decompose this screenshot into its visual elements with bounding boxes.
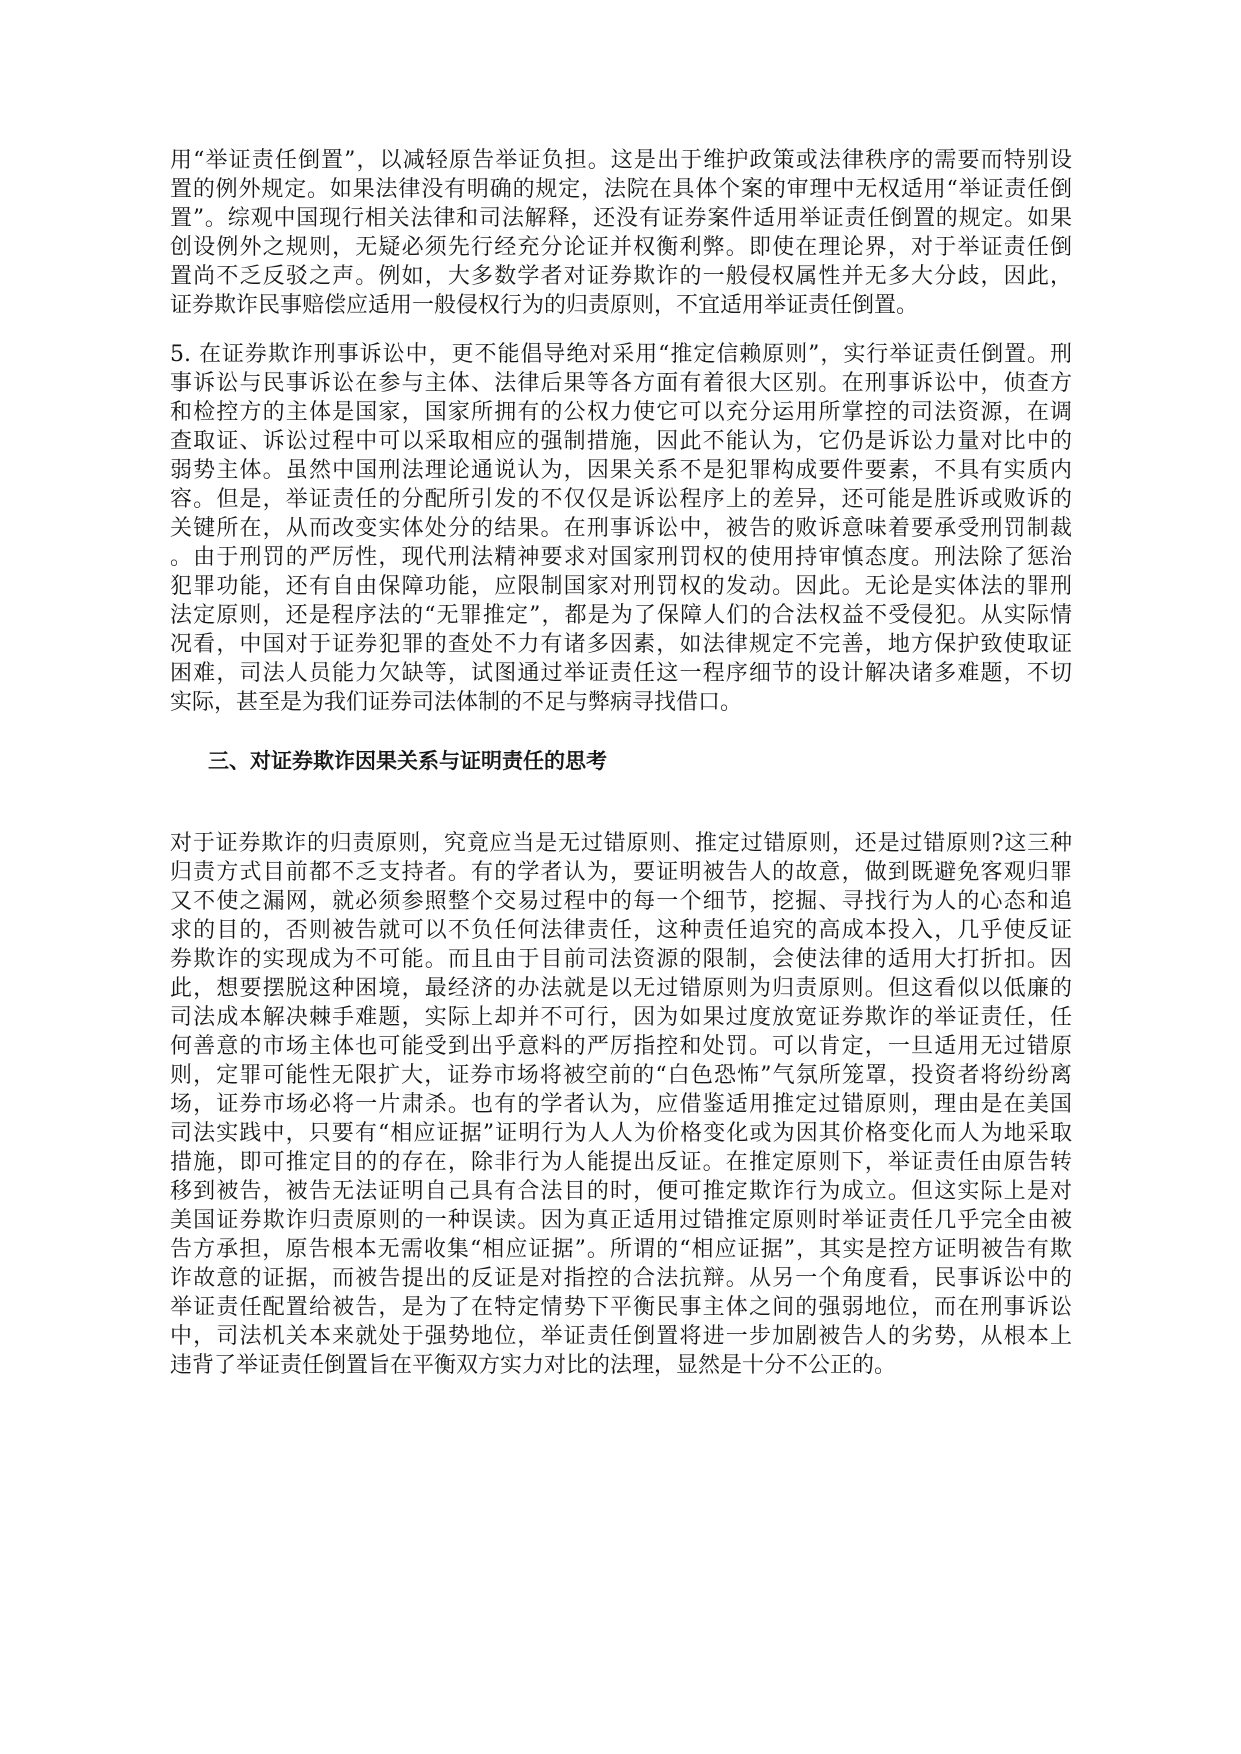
section-heading — [170, 746, 1072, 775]
paragraph-line: 司法成本解决棘手难题，实际上却并不可行，因为如果过度放宽证券欺诈的举证责任，任 — [170, 1005, 1072, 1030]
paragraph-line: 举证责任配置给被告，是为了在特定情势下平衡民事主体之间的强弱地位，而在刑事诉讼 — [170, 1295, 1072, 1320]
paragraph-line: 告方承担，原告根本无需收集“相应证据”。所谓的“相应证据”，其实是控方证明被告有欺 — [170, 1237, 1072, 1262]
paragraph-1 — [170, 146, 1072, 320]
paragraph-line: 置尚不乏反驳之声。例如，大多数学者对证券欺诈的一般侵权属性并无多大分歧，因此， — [170, 264, 1072, 289]
paragraph-line: 关键所在，从而改变实体处分的结果。在刑事诉讼中，被告的败诉意味着要承受刑罚制裁 — [170, 516, 1072, 541]
paragraph-line: 置的例外规定。如果法律没有明确的规定，法院在具体个案的审理中无权适用“举证责任倒 — [170, 177, 1072, 202]
paragraph-line: 司法实践中，只要有“相应证据”证明行为人人为价格变化或为因其价格变化而人为地采取 — [170, 1121, 1072, 1146]
paragraph-line: 对于证券欺诈的归责原则，究竟应当是无过错原则、推定过错原则，还是过错原则?这三种 — [170, 831, 1072, 856]
paragraph-line: 况看，中国对于证券犯罪的查处不力有诸多因素，如法律规定不完善，地方保护致使取证 — [170, 632, 1072, 657]
paragraph-line: 。由于刑罚的严厉性，现代刑法精神要求对国家刑罚权的使用持审慎态度。刑法除了惩治 — [170, 545, 1072, 570]
paragraph-line: 弱势主体。虽然中国刑法理论通说认为，因果关系不是犯罪构成要件要素，不具有实质内 — [170, 458, 1072, 483]
paragraph-line: 移到被告，被告无法证明自己具有合法目的时，便可推定欺诈行为成立。但这实际上是对 — [170, 1179, 1072, 1204]
paragraph-line: 违背了举证责任倒置旨在平衡双方实力对比的法理，显然是十分不公正的。 — [170, 1353, 897, 1378]
paragraph-line: 5. 在证券欺诈刑事诉讼中，更不能倡导绝对采用“推定信赖原则”，实行举证责任倒置。刑 — [170, 342, 1072, 367]
paragraph-line: 场，证券市场必将一片肃杀。也有的学者认为，应借鉴适用推定过错原则，理由是在美国 — [170, 1092, 1072, 1117]
paragraph-line: 措施，即可推定目的的存在，除非行为人能提出反证。在推定原则下，举证责任由原告转 — [170, 1150, 1072, 1175]
paragraph-line: 容。但是，举证责任的分配所引发的不仅仅是诉讼程序上的差异，还可能是胜诉或败诉的 — [170, 487, 1072, 512]
paragraph-line: 置”。综观中国现行相关法律和司法解释，还没有证券案件适用举证责任倒置的规定。如果 — [170, 206, 1072, 231]
paragraph-line: 归责方式目前都不乏支持者。有的学者认为，要证明被告人的故意，做到既避免客观归罪 — [170, 860, 1072, 885]
paragraph-line: 和检控方的主体是国家，国家所拥有的公权力使它可以充分运用所掌控的司法资源，在调 — [170, 400, 1072, 425]
paragraph-line: 何善意的市场主体也可能受到出乎意料的严厉指控和处罚。可以肯定，一旦适用无过错原 — [170, 1034, 1072, 1059]
paragraph-line: 求的目的，否则被告就可以不负任何法律责任，这种责任追究的高成本投入，几乎使反证 — [170, 918, 1072, 943]
paragraph-line: 困难，司法人员能力欠缺等，试图通过举证责任这一程序细节的设计解决诸多难题，不切 — [170, 661, 1072, 686]
paragraph-line: 美国证券欺诈归责原则的一种误读。因为真正适用过错推定原则时举证责任几乎完全由被 — [170, 1208, 1072, 1233]
paragraph-line: 则，定罪可能性无限扩大，证券市场将被空前的“白色恐怖”气氛所笼罩，投资者将纷纷离 — [170, 1063, 1072, 1088]
paragraph-line: 创设例外之规则，无疑必须先行经充分论证并权衡利弊。即使在理论界，对于举证责任倒 — [170, 235, 1072, 260]
section-heading-text: 三、对证券欺诈因果关系与证明责任的思考 — [208, 748, 607, 773]
paragraph-line: 实际，甚至是为我们证券司法体制的不足与弊病寻找借口。 — [170, 690, 743, 715]
paragraph-line: 犯罪功能，还有自由保障功能，应限制国家对刑罚权的发动。因此。无论是实体法的罪刑 — [170, 574, 1072, 599]
paragraph-2 — [170, 340, 1072, 717]
paragraph-line: 又不使之漏网，就必须参照整个交易过程中的每一个细节，挖掘、寻找行为人的心态和追 — [170, 889, 1072, 914]
paragraph-line: 中，司法机关本来就处于强势地位，举证责任倒置将进一步加剧被告人的劣势，从根本上 — [170, 1324, 1072, 1349]
paragraph-line: 法定原则，还是程序法的“无罪推定”，都是为了保障人们的合法权益不受侵犯。从实际情 — [170, 603, 1072, 628]
paragraph-line: 证券欺诈民事赔偿应适用一般侵权行为的归责原则，不宜适用举证责任倒置。 — [170, 293, 919, 318]
paragraph-line: 事诉讼与民事诉讼在参与主体、法律后果等各方面有着很大区别。在刑事诉讼中，侦查方 — [170, 371, 1072, 396]
paragraph-3 — [170, 829, 1072, 1380]
paragraph-line: 诈故意的证据，而被告提出的反证是对指控的合法抗辩。从另一个角度看，民事诉讼中的 — [170, 1266, 1072, 1291]
paragraph-line: 查取证、诉讼过程中可以采取相应的强制措施，因此不能认为，它仍是诉讼力量对比中的 — [170, 429, 1072, 454]
paragraph-line: 用“举证责任倒置”，以减轻原告举证负担。这是出于维护政策或法律秩序的需要而特别设 — [170, 148, 1072, 173]
paragraph-line: 券欺诈的实现成为不可能。而且由于目前司法资源的限制，会使法律的适用大打折扣。因 — [170, 947, 1072, 972]
paragraph-line: 此，想要摆脱这种困境，最经济的办法就是以无过错原则为归责原则。但这看似以低廉的 — [170, 976, 1072, 1001]
